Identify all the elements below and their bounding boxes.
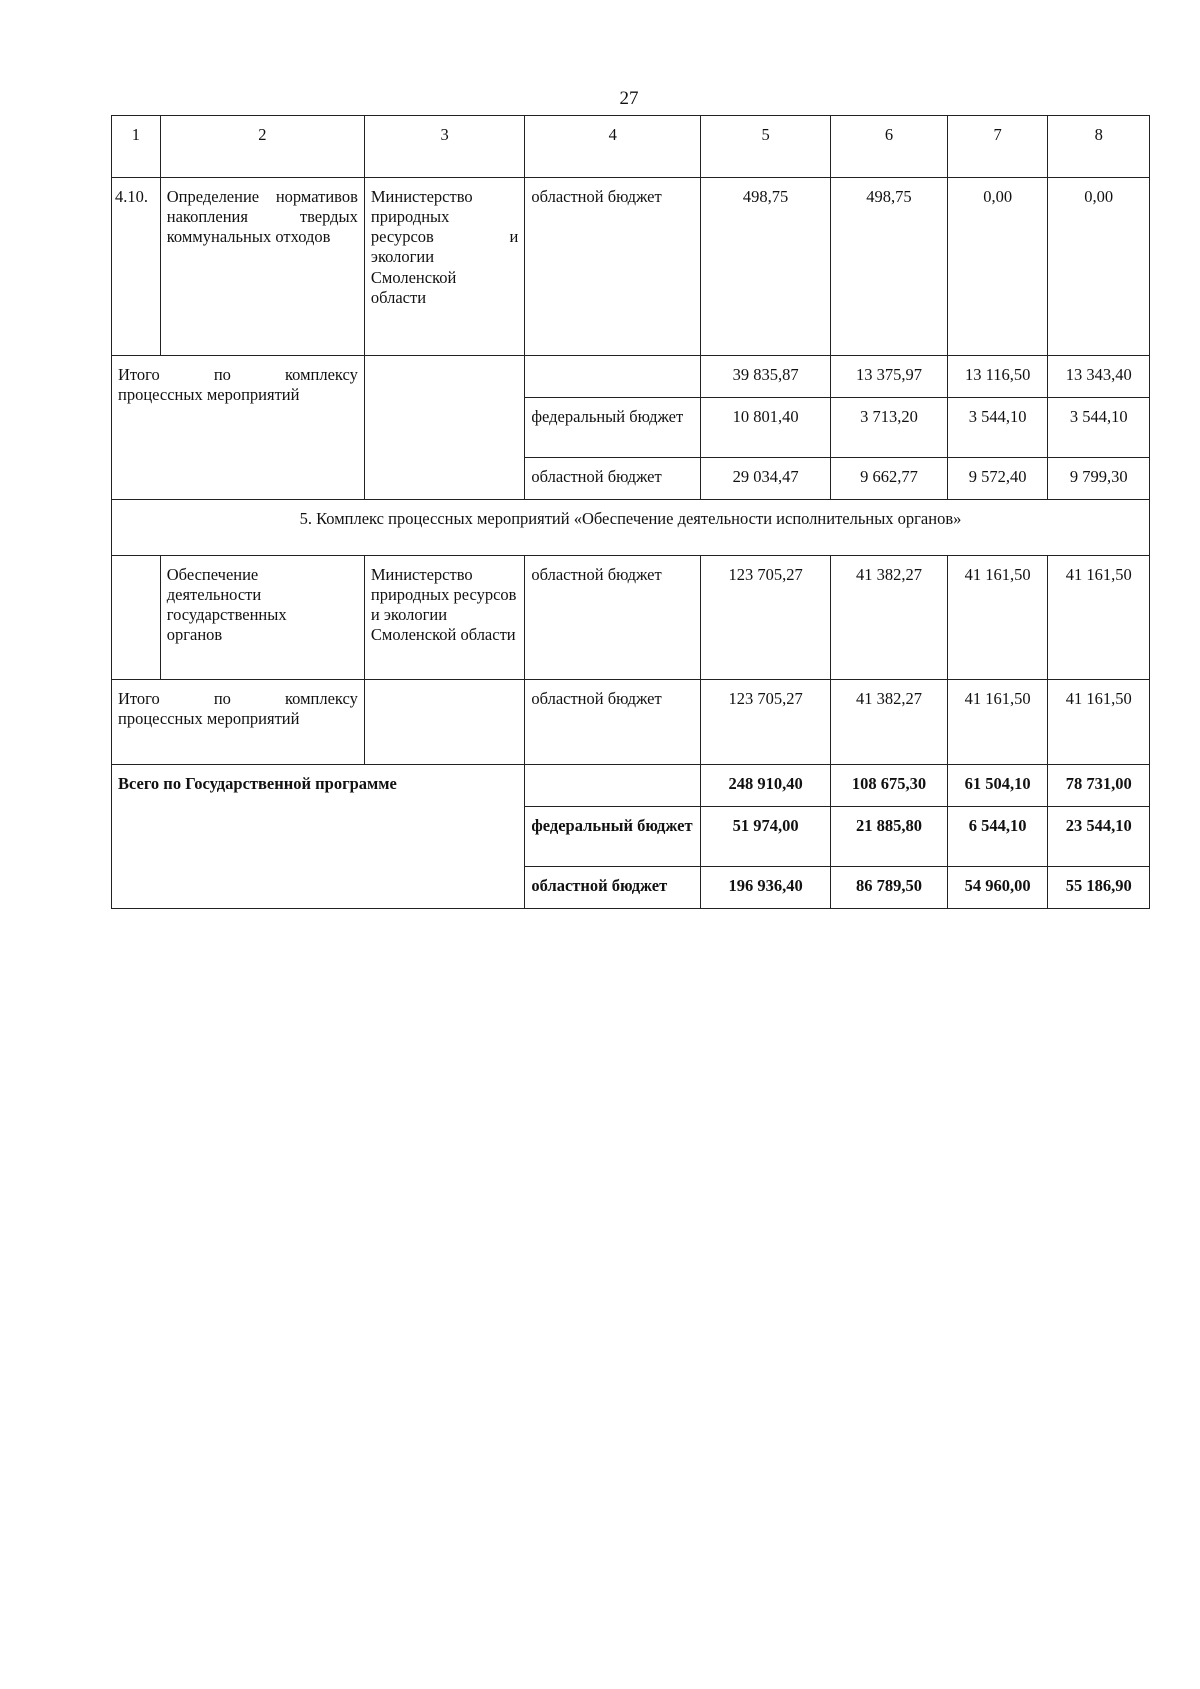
value-cell: 123 705,27 (701, 556, 831, 680)
section-title: 5. Комплекс процессных мероприятий «Обеспечение деятельности исполнительных органов» (112, 500, 1150, 556)
total-label-line: Итого по комплексу (118, 365, 358, 384)
responsible-body (364, 356, 524, 500)
value-cell: 6 544,10 (947, 807, 1048, 867)
header-cell: 2 (160, 116, 364, 178)
header-cell: 5 (701, 116, 831, 178)
value-cell: 3 713,20 (831, 398, 948, 458)
header-cell: 6 (831, 116, 948, 178)
value-cell: 9 662,77 (831, 458, 948, 500)
funding-source: областной бюджет (525, 680, 701, 765)
row-number (112, 556, 161, 680)
responsible-line: экологии (370, 247, 435, 267)
measure-name-line: накопления твердых (166, 207, 358, 227)
total-label-line: процессных мероприятий (118, 385, 300, 405)
value-cell: 498,75 (701, 178, 831, 356)
table-row (112, 178, 1150, 356)
funding-source: областной бюджет (525, 178, 701, 356)
section-row (112, 500, 1150, 556)
value-cell: 498,75 (831, 178, 948, 356)
value-cell: 41 382,27 (831, 680, 948, 765)
header-cell: 7 (947, 116, 1048, 178)
grand-total-label: Всего по Государственной программе (112, 765, 525, 909)
responsible-body (364, 680, 524, 765)
total-label (112, 356, 365, 500)
header-row (112, 116, 1150, 178)
table-row (112, 356, 1150, 398)
header-cell: 3 (364, 116, 524, 178)
value-cell: 3 544,10 (1048, 398, 1150, 458)
total-label-line: процессных мероприятий (118, 709, 300, 729)
header-cell: 1 (112, 116, 161, 178)
row-number: 4.10. (112, 178, 161, 356)
funding-source (525, 765, 701, 807)
value-cell: 108 675,30 (831, 765, 948, 807)
value-cell: 39 835,87 (701, 356, 831, 398)
value-cell: 10 801,40 (701, 398, 831, 458)
value-cell: 23 544,10 (1048, 807, 1150, 867)
value-cell: 9 572,40 (947, 458, 1048, 500)
funding-source: федеральный бюджет (525, 398, 701, 458)
header-cell: 4 (525, 116, 701, 178)
value-cell: 3 544,10 (947, 398, 1048, 458)
responsible-body (364, 178, 524, 356)
value-cell: 78 731,00 (1048, 765, 1150, 807)
value-cell: 13 343,40 (1048, 356, 1150, 398)
responsible-line: области (370, 287, 427, 307)
responsible-line: Смоленской (370, 267, 457, 287)
budget-table (111, 115, 1150, 909)
value-cell: 55 186,90 (1048, 867, 1150, 909)
value-cell: 0,00 (1048, 178, 1150, 356)
measure-name-line: Определение нормативов (166, 187, 358, 206)
value-cell: 41 161,50 (947, 556, 1048, 680)
value-cell: 61 504,10 (947, 765, 1048, 807)
value-cell: 41 161,50 (1048, 680, 1150, 765)
total-label-line: Итого по комплексу (118, 689, 358, 708)
responsible-line: природных (370, 207, 450, 227)
value-cell: 54 960,00 (947, 867, 1048, 909)
value-cell: 123 705,27 (701, 680, 831, 765)
value-cell: 41 161,50 (1048, 556, 1150, 680)
total-label (112, 680, 365, 765)
value-cell: 21 885,80 (831, 807, 948, 867)
measure-name: Обеспечение деятельности государственных органов (160, 556, 364, 680)
funding-source: областной бюджет (525, 458, 701, 500)
value-cell: 13 375,97 (831, 356, 948, 398)
value-cell: 51 974,00 (701, 807, 831, 867)
responsible-line: Министерство (370, 187, 473, 206)
value-cell: 41 382,27 (831, 556, 948, 680)
funding-source: областной бюджет (525, 867, 701, 909)
value-cell: 0,00 (947, 178, 1048, 356)
table-row (112, 765, 1150, 807)
table-row (112, 556, 1150, 680)
header-cell: 8 (1048, 116, 1150, 178)
responsible-line: ресурсов и (370, 227, 519, 247)
responsible-body: Министерство природных ресурсов и экологии Смоленской области (364, 556, 524, 680)
measure-name-line: коммунальных отходов (166, 227, 331, 247)
value-cell: 41 161,50 (947, 680, 1048, 765)
value-cell: 86 789,50 (831, 867, 948, 909)
table-row (112, 680, 1150, 765)
value-cell: 29 034,47 (701, 458, 831, 500)
funding-source (525, 356, 701, 398)
funding-source: федеральный бюджет (525, 807, 701, 867)
value-cell: 248 910,40 (701, 765, 831, 807)
value-cell: 9 799,30 (1048, 458, 1150, 500)
funding-source: областной бюджет (525, 556, 701, 680)
value-cell: 196 936,40 (701, 867, 831, 909)
page-number: 27 (619, 88, 639, 109)
value-cell: 13 116,50 (947, 356, 1048, 398)
measure-name (160, 178, 364, 356)
